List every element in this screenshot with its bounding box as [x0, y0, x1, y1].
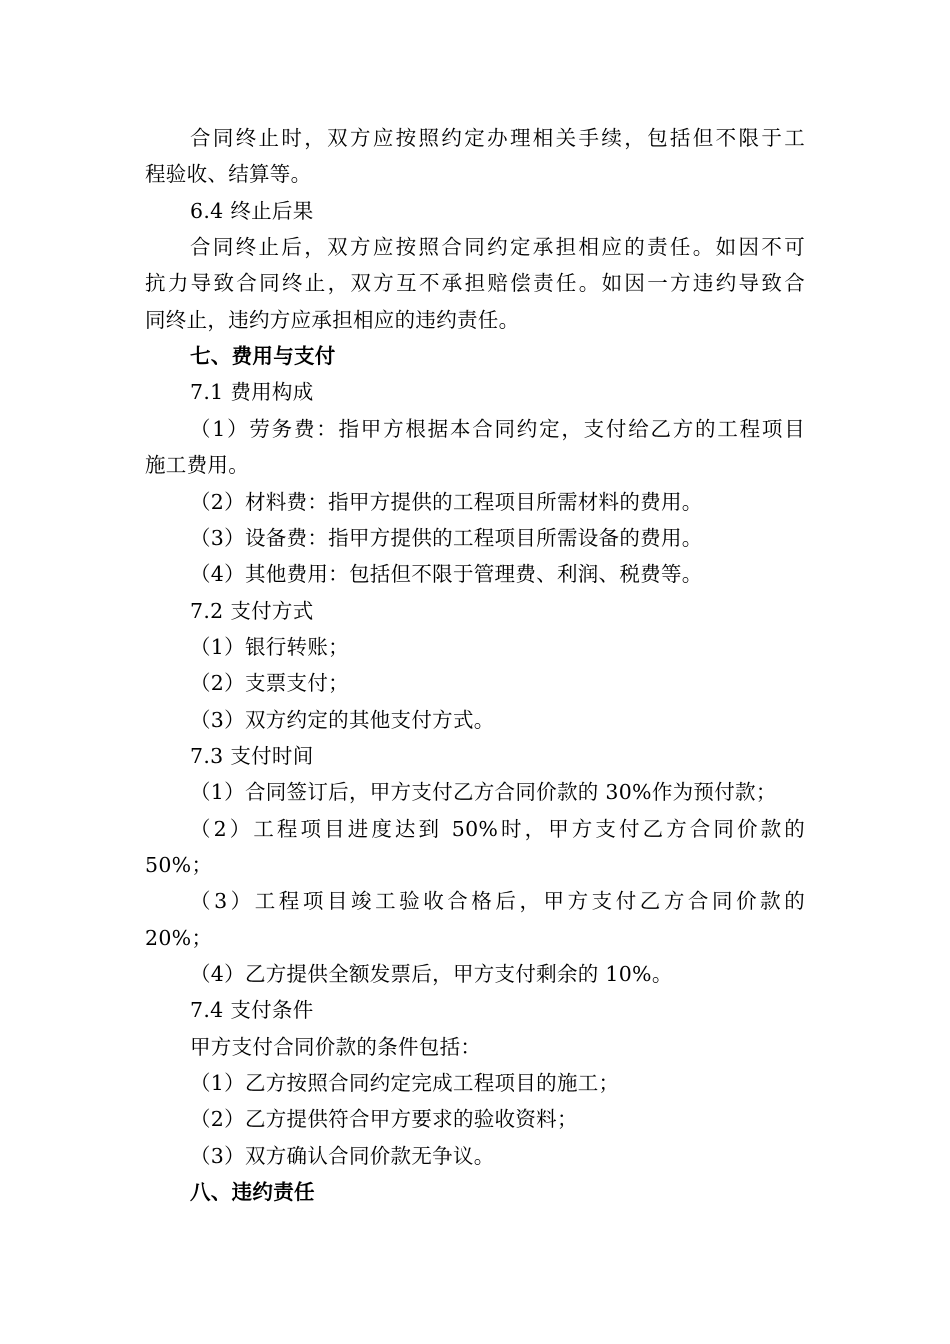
paragraph-line: 甲方支付合同价款的条件包括： — [190, 1035, 482, 1059]
list-item-continuation: 20%； — [145, 926, 213, 950]
list-item-continuation: 施工费用。 — [145, 453, 249, 477]
list-item: （3）工程项目竣工验收合格后，甲方支付乙方合同价款的 — [190, 889, 805, 913]
section-heading: 6.4 终止后果 — [190, 199, 314, 223]
list-item: （1）银行转账； — [190, 635, 349, 659]
paragraph-line: 同终止，违约方应承担相应的违约责任。 — [145, 308, 520, 332]
list-item: （1）劳务费：指甲方根据本合同约定，支付给乙方的工程项目 — [190, 417, 805, 441]
list-item: （4）其他费用：包括但不限于管理费、利润、税费等。 — [190, 562, 703, 586]
list-item: （1）合同签订后，甲方支付乙方合同价款的 30%作为预付款； — [190, 780, 777, 804]
list-item: （2）支票支付； — [190, 671, 349, 695]
section-heading: 7.4 支付条件 — [190, 998, 314, 1022]
list-item: （3）双方约定的其他支付方式。 — [190, 708, 495, 732]
section-heading: 7.1 费用构成 — [190, 380, 314, 404]
list-item: （1）乙方按照合同约定完成工程项目的施工； — [190, 1071, 620, 1095]
paragraph-line: 抗力导致合同终止，双方互不承担赔偿责任。如因一方违约导致合 — [145, 271, 805, 295]
list-item: （2）工程项目进度达到 50%时，甲方支付乙方合同价款的 — [190, 817, 805, 841]
chapter-heading: 八、违约责任 — [190, 1180, 315, 1204]
paragraph-line: 合同终止后，双方应按照合同约定承担相应的责任。如因不可 — [190, 235, 805, 259]
list-item: （3）双方确认合同价款无争议。 — [190, 1144, 495, 1168]
section-heading: 7.2 支付方式 — [190, 599, 314, 623]
list-item: （3）设备费：指甲方提供的工程项目所需设备的费用。 — [190, 526, 703, 550]
section-heading: 7.3 支付时间 — [190, 744, 314, 768]
list-item-continuation: 50%； — [145, 853, 213, 877]
list-item: （4）乙方提供全额发票后，甲方支付剩余的 10%。 — [190, 962, 673, 986]
chapter-heading: 七、费用与支付 — [190, 344, 336, 368]
paragraph-line: 合同终止时，双方应按照约定办理相关手续，包括但不限于工 — [190, 126, 805, 150]
list-item: （2）乙方提供符合甲方要求的验收资料； — [190, 1107, 578, 1131]
paragraph-line: 程验收、结算等。 — [145, 162, 312, 186]
list-item: （2）材料费：指甲方提供的工程项目所需材料的费用。 — [190, 490, 703, 514]
